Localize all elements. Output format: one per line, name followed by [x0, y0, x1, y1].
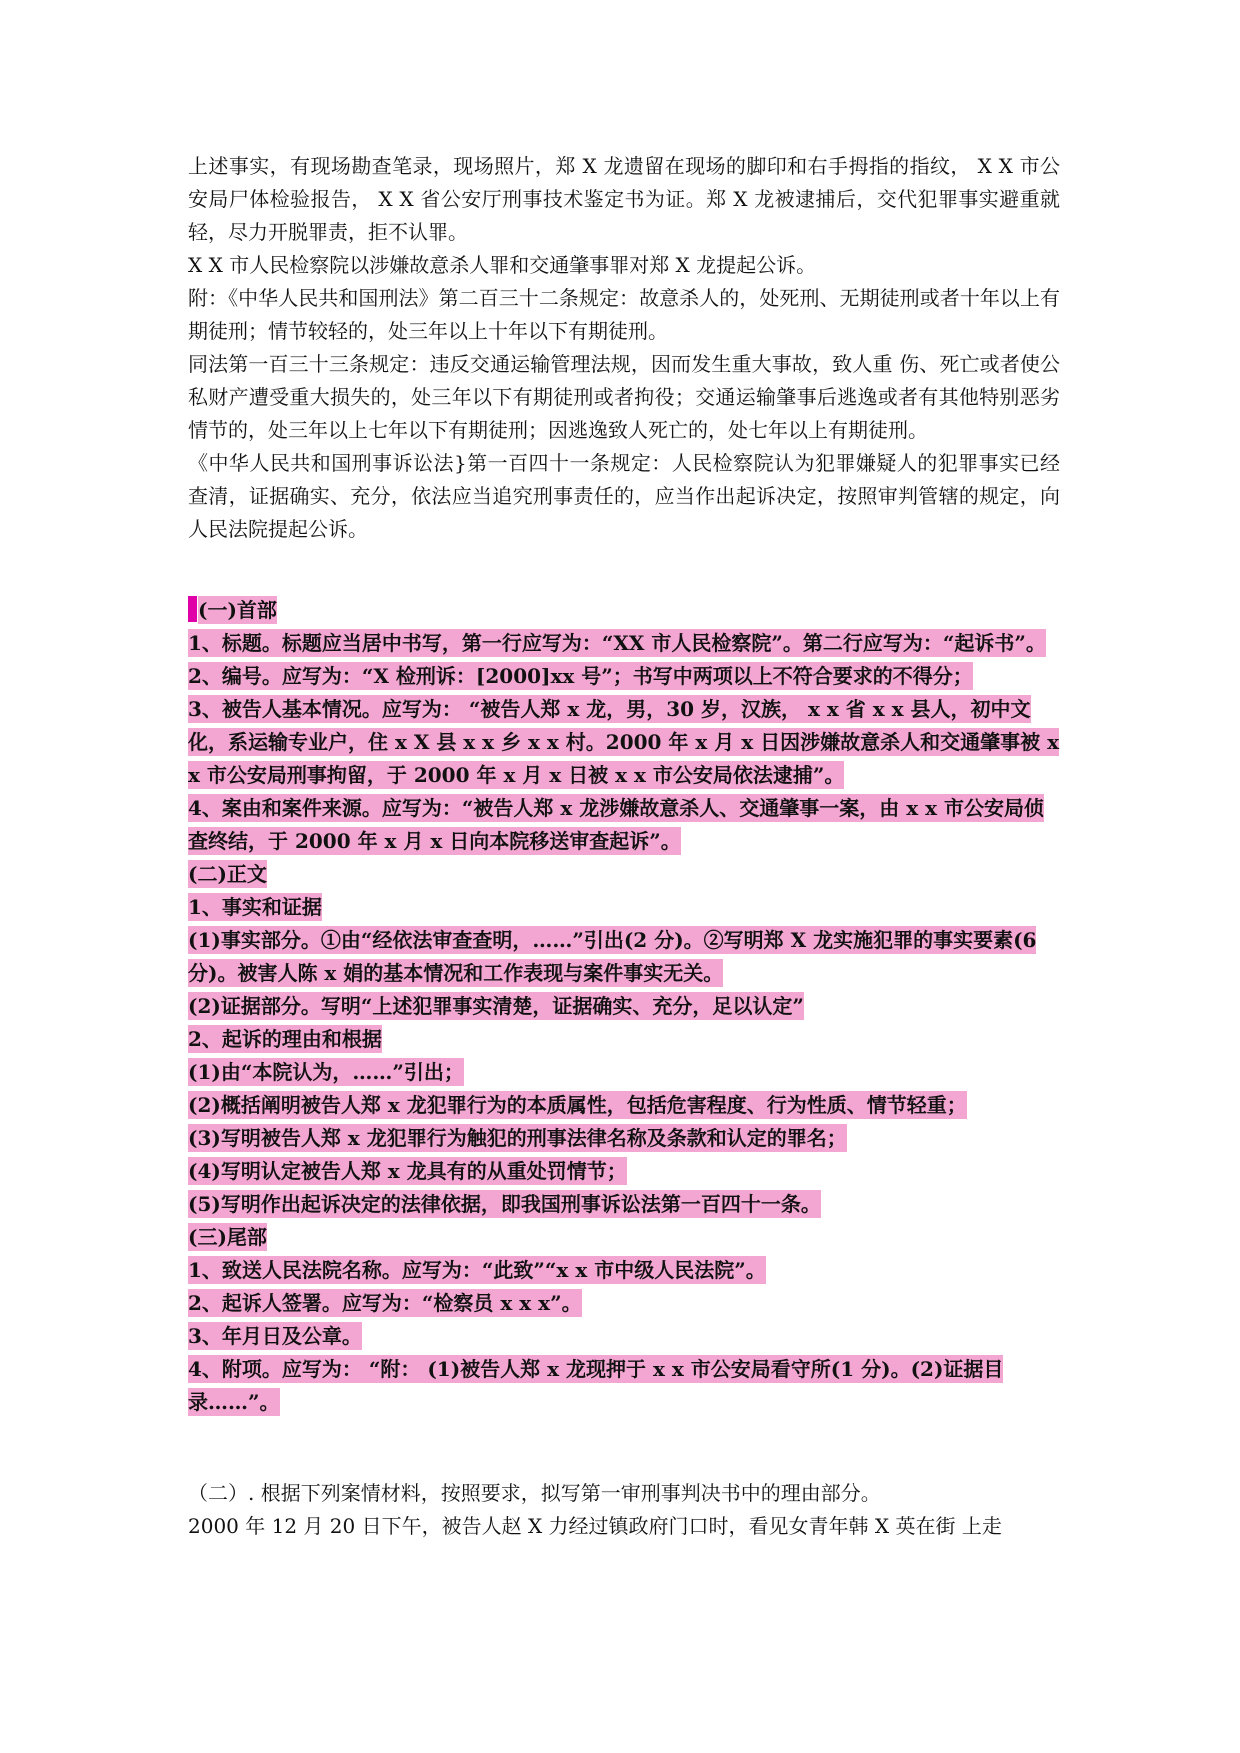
- paragraph-procedure-law-141: 《中华人民共和国刑事诉讼法}第一百四十一条规定：人民检察院认为犯罪嫌疑人的犯罪事实已经查清，证据确实、充分，依法应当追究刑事责任的，应当作出起诉决定，按照审判管辖的规定，向人民法院提起公诉。: [188, 451, 1060, 541]
- paragraph-prosecution: X X 市人民检察院以涉嫌故意杀人罪和交通肇事罪对郑 X 龙提起公诉。: [188, 253, 817, 277]
- item-reason-3: (3)写明被告人郑 x 龙犯罪行为触犯的刑事法律名称及条款和认定的罪名；: [188, 1126, 847, 1150]
- case-material-start: 2000 年 12 月 20 日下午，被告人赵 X 力经过镇政府门口时，看见女青年韩 X 英在街 上走: [188, 1514, 1002, 1538]
- item-reason-4: (4)写明认定被告人郑 x 龙具有的从重处罚情节；: [188, 1159, 627, 1183]
- item-reason-1: (1)由“本院认为，……”引出；: [188, 1060, 464, 1084]
- paragraph-criminal-law-133: 同法第一百三十三条规定：违反交通运输管理法规，因而发生重大事故，致人重 伤、死亡或者使公私财产遭受重大损失的，处三年以下有期徒刑或者拘役；交通运输肇事后逃逸或者有其他特别恶劣情节的，处三年以上七年以下有期徒刑；因逃逸致人死亡的，处七年以上有期徒刑。: [188, 352, 1060, 442]
- item-court-name: 1、致送人民法院名称。应写为：“此致”“x x 市中级人民法院”。: [188, 1258, 766, 1282]
- item-attachments: 4、附项。应写为： “附： (1)被告人郑 x 龙现押于 x x 市公安局看守所(1 分)。(2)证据目录……”。: [188, 1357, 1004, 1414]
- heading-ending-part: (三)尾部: [188, 1225, 267, 1249]
- item-signature: 2、起诉人签署。应写为：“检察员 x x x”。: [188, 1291, 582, 1315]
- bottom-section: [188, 1477, 1060, 1543]
- item-defendant-info: 3、被告人基本情况。应写为： “被告人郑 x 龙，男，30 岁，汉族， x x 省 x x 县人，初中文化，系运输专业户，住 x X 县 x x 乡 x x 村。2000 年 x 月 x 日因涉嫌故意杀人和交通肇事被 x x 市公安局刑事拘留，于 2000 年 x 月 x 日被 x x 市公安局依法逮捕”。: [188, 697, 1060, 787]
- item-reason-5: (5)写明作出起诉决定的法律依据，即我国刑事诉讼法第一百四十一条。: [188, 1192, 821, 1216]
- top-section: [188, 150, 1060, 546]
- item-evidence-part: (2)证据部分。写明“上述犯罪事实清楚，证据确实、充分，足以认定”: [188, 994, 804, 1018]
- item-case-source: 4、案由和案件来源。应写为：“被告人郑 x 龙涉嫌故意杀人、交通肇事一案，由 x x 市公安局侦查终结，于 2000 年 x 月 x 日向本院移送审查起诉”。: [188, 796, 1045, 853]
- item-date-seal: 3、年月日及公章。: [188, 1324, 362, 1348]
- heading-header-part: (一)首部: [188, 594, 1060, 627]
- item-title: 1、标题。标题应当居中书写，第一行应写为：“XX 市人民检察院”。第二行应写为：“起诉书”。: [188, 631, 1046, 655]
- item-reasons-basis: 2、起诉的理由和根据: [188, 1027, 382, 1051]
- paragraph-facts: 上述事实，有现场勘查笔录，现场照片，郑 X 龙遗留在现场的脚印和右手拇指的指纹， X X 市公安局尸体检验报告， X X 省公安厅刑事技术鉴定书为证。郑 X 龙被逮捕后，交代犯罪事实避重就轻，尽力开脱罪责，拒不认罪。: [188, 154, 1060, 244]
- text-cursor: [188, 596, 197, 622]
- item-reason-2: (2)概括阐明被告人郑 x 龙犯罪行为的本质属性，包括危害程度、行为性质、情节轻重；: [188, 1093, 967, 1117]
- item-fact-part: (1)事实部分。①由“经依法审查查明，……”引出(2 分)。②写明郑 X 龙实施犯罪的事实要素(6 分)。被害人陈 x 娟的基本情况和工作表现与案件事实无关。: [188, 928, 1037, 985]
- item-number: 2、编号。应写为：“X 检刑诉：[2000]xx 号”；书写中两项以上不符合要求的不得分；: [188, 664, 973, 688]
- question-two-prompt: （二）. 根据下列案情材料，按照要求，拟写第一审刑事判决书中的理由部分。: [188, 1481, 881, 1505]
- document-page: [188, 150, 1060, 1543]
- paragraph-criminal-law-232: 附：《中华人民共和国刑法》第二百三十二条规定：故意杀人的，处死刑、无期徒刑或者十年以上有期徒刑；情节较轻的，处三年以上十年以下有期徒刑。: [188, 286, 1060, 343]
- highlighted-answer-section: [188, 594, 1060, 1419]
- item-facts-evidence: 1、事实和证据: [188, 895, 322, 919]
- heading-body-part: (二)正文: [188, 862, 267, 886]
